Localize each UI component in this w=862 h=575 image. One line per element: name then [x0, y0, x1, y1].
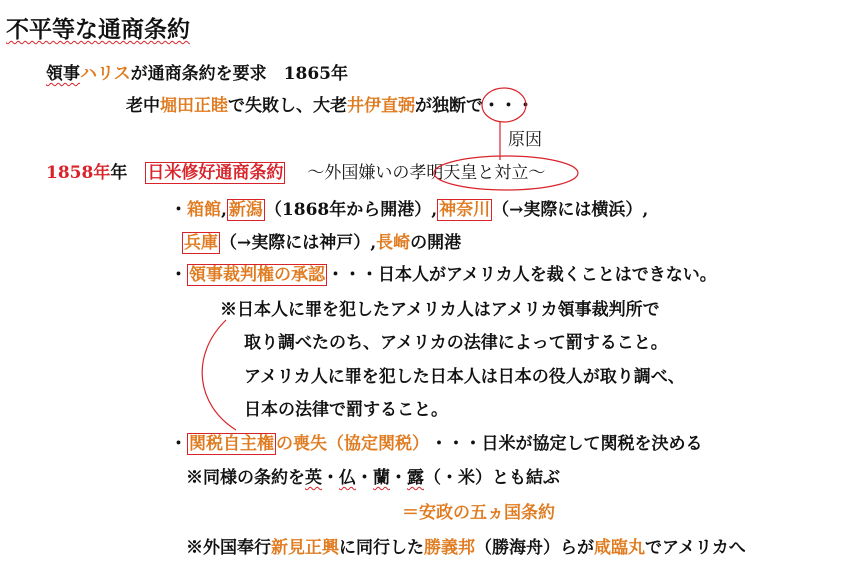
text: （→実際には神戸）,	[220, 233, 377, 253]
text: の喪失（協定関税）	[276, 434, 421, 454]
note-3	[244, 367, 685, 387]
text: が	[415, 96, 432, 116]
text: の開港	[410, 233, 462, 253]
text: 原因	[508, 130, 542, 150]
country-uk: 英	[305, 468, 322, 488]
text: でアメリカへ	[645, 538, 746, 558]
port-kanagawa: 神奈川	[439, 200, 491, 220]
text: ※同様の条約を	[186, 468, 305, 488]
text: ～	[528, 163, 546, 183]
bracket-curve	[202, 320, 236, 430]
bullet: ・	[170, 200, 187, 220]
ship-kanrin-maru: 咸臨丸	[594, 538, 645, 558]
country-france: 仏	[339, 468, 356, 488]
line-five-nations	[186, 468, 560, 488]
text: （→実際には横浜）,	[492, 200, 649, 220]
name-shinmi: 新見正興	[271, 538, 339, 558]
text: （・米）とも結ぶ	[424, 468, 560, 488]
text: （1868年から開港）,	[264, 200, 438, 220]
note-2	[244, 333, 668, 353]
line-ports-1	[170, 200, 648, 220]
text: 領事	[46, 64, 80, 84]
port-hyogo: 兵庫	[184, 233, 218, 253]
boxed-treaty-name: 日米修好通商条約	[147, 163, 284, 183]
port-nagasaki: 長崎	[376, 233, 411, 253]
text: 老中	[126, 96, 160, 116]
text: ・	[322, 468, 339, 488]
title-text: 不平等な通商条約	[6, 16, 190, 43]
text: ・・・日米が協定して関税を決める	[430, 434, 703, 454]
text: 取り調べたのち、アメリカの法律によって罰すること。	[244, 333, 668, 353]
circled-dokudan: 独断	[432, 96, 466, 116]
line-ports-2	[182, 233, 461, 253]
text: ・・・日本人がアメリカ人を裁くことはできない。	[327, 265, 717, 285]
text: で・・・	[466, 96, 534, 116]
ansei-five-treaties: ＝安政の五ヵ国条約	[402, 503, 555, 523]
country-russia: 露	[407, 468, 424, 488]
note-4	[244, 400, 448, 420]
port-niigata: 新潟	[228, 200, 263, 220]
text: で失敗し、大老	[228, 96, 347, 116]
line-treaty: 1858年年 日米修好通商条約 ～外国嫌いの孝明天皇と対立～	[46, 163, 546, 183]
country-netherlands: 蘭	[373, 468, 390, 488]
text: 日本の法律で罰すること。	[244, 400, 448, 420]
text: ,	[221, 200, 227, 220]
line-kanrin-maru	[186, 538, 746, 558]
line-hotta-ii	[126, 96, 534, 116]
bullet: ・	[170, 434, 187, 454]
name-ii: 井伊直弼	[347, 96, 415, 116]
name-hotta: 堀田正睦	[160, 96, 228, 116]
bullet: ・	[170, 265, 187, 285]
line-ansei	[402, 503, 555, 523]
text: に同行した	[339, 538, 424, 558]
line-tariff	[170, 434, 703, 454]
text: が通商条約を要求 1865年	[130, 64, 348, 84]
label-cause	[508, 130, 542, 150]
boxed-consular-jurisdiction: 領事裁判権の承認	[189, 265, 325, 285]
port-hakodate: 箱館	[187, 200, 221, 220]
text: ・	[356, 468, 373, 488]
boxed-tariff-autonomy: 関税自主権	[189, 434, 274, 454]
text: アメリカ人に罪を犯した日本人は日本の役人が取り調べ、	[244, 367, 685, 387]
circled-emperor: 孝明天皇と対立	[409, 163, 529, 183]
text: ～外国嫌いの	[307, 163, 410, 183]
note-1	[220, 300, 660, 320]
name-katsu: 勝義邦	[424, 538, 475, 558]
text: （勝海舟）らが	[475, 538, 594, 558]
line-consular	[170, 265, 717, 285]
text: ※日本人に罪を犯したアメリカ人はアメリカ領事裁判所で	[220, 300, 660, 320]
text: ※外国奉行	[186, 538, 271, 558]
page-title	[6, 16, 190, 44]
year-1858: 1858年	[46, 163, 111, 183]
name-harris: ハリス	[80, 64, 131, 84]
line-harris	[46, 64, 348, 84]
text: ・	[390, 468, 407, 488]
